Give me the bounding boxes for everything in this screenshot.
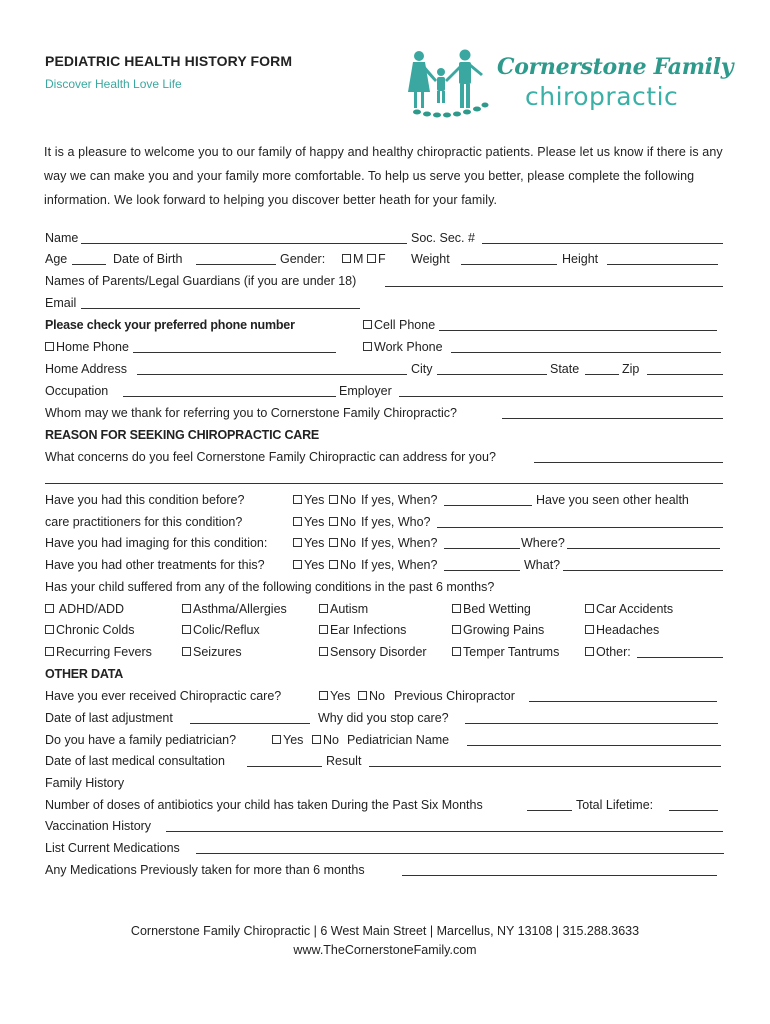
prev-meds-field[interactable] bbox=[402, 875, 717, 876]
gender-m-checkbox[interactable] bbox=[342, 254, 351, 263]
before-no-label: No bbox=[340, 493, 356, 507]
before-when-field[interactable] bbox=[444, 505, 532, 506]
row-last-adjustment bbox=[45, 708, 735, 728]
email-label: Email bbox=[45, 296, 77, 310]
condition-checkbox[interactable] bbox=[452, 604, 461, 613]
condition-label: Growing Pains bbox=[463, 623, 545, 637]
condition-label: ADHD/ADD bbox=[58, 602, 125, 616]
imaging-no-label: No bbox=[340, 536, 356, 550]
referral-label: Whom may we thank for referring you to Cornerstone Family Chiropractic? bbox=[45, 406, 457, 420]
condition-checkbox[interactable] bbox=[182, 604, 191, 613]
treat-what-label: What? bbox=[524, 558, 561, 572]
occupation-field[interactable] bbox=[123, 396, 336, 397]
work-phone-label: Work Phone bbox=[374, 340, 443, 354]
pediatrician-label: Do you have a family pediatrician? bbox=[45, 733, 237, 747]
ped-yes-checkbox[interactable] bbox=[272, 735, 281, 744]
email-field[interactable] bbox=[81, 308, 360, 309]
condition-checkbox[interactable] bbox=[45, 647, 54, 656]
medications-field[interactable] bbox=[196, 853, 724, 854]
condition-label: Seizures bbox=[193, 645, 242, 659]
weight-label: Weight bbox=[411, 252, 450, 266]
ssn-field[interactable] bbox=[482, 243, 723, 244]
concerns-label: What concerns do you feel Cornerstone Family Chiropractic can address for you? bbox=[45, 450, 496, 464]
treat-no-label: No bbox=[340, 558, 356, 572]
condition-label: Autism bbox=[330, 602, 369, 616]
reason-heading: REASON FOR SEEKING CHIROPRACTIC CARE bbox=[45, 428, 320, 442]
prev-chiro-field[interactable] bbox=[529, 701, 717, 702]
condition-checkbox[interactable] bbox=[585, 625, 594, 634]
row-email bbox=[45, 293, 735, 313]
conditions-row-1 bbox=[45, 599, 735, 619]
ped-name-field[interactable] bbox=[467, 745, 721, 746]
cell-phone-label: Cell Phone bbox=[374, 318, 436, 332]
state-label: State bbox=[550, 362, 580, 376]
last-consult-label: Date of last medical consultation bbox=[45, 754, 225, 768]
row-last-consult bbox=[45, 751, 735, 771]
condition-checkbox[interactable] bbox=[452, 625, 461, 634]
received-no-checkbox[interactable] bbox=[358, 691, 367, 700]
before-yes-checkbox[interactable] bbox=[293, 495, 302, 504]
gender-m-label: M bbox=[353, 252, 364, 266]
other-condition-field[interactable] bbox=[637, 657, 723, 658]
received-yes-checkbox[interactable] bbox=[319, 691, 328, 700]
imaging-where-field[interactable] bbox=[567, 548, 720, 549]
condition-label: Ear Infections bbox=[330, 623, 407, 637]
city-label: City bbox=[411, 362, 433, 376]
row-pediatrician bbox=[45, 730, 735, 750]
treat-yes-label: Yes bbox=[304, 558, 325, 572]
tagline: Discover Health Love Life bbox=[45, 77, 182, 91]
pract-who-field[interactable] bbox=[437, 527, 723, 528]
last-adj-field[interactable] bbox=[190, 723, 310, 724]
row-reason-heading bbox=[45, 425, 735, 445]
lifetime-label: Total Lifetime: bbox=[576, 798, 654, 812]
condition-checkbox[interactable] bbox=[585, 647, 594, 656]
row-referral bbox=[45, 403, 735, 423]
row-age bbox=[45, 249, 735, 269]
result-label: Result bbox=[326, 754, 362, 768]
condition-checkbox[interactable] bbox=[319, 647, 328, 656]
row-prev-meds bbox=[45, 860, 735, 880]
employer-label: Employer bbox=[339, 384, 392, 398]
height-label: Height bbox=[562, 252, 599, 266]
imaging-when-label: If yes, When? bbox=[361, 536, 438, 550]
condition-checkbox[interactable] bbox=[45, 604, 54, 613]
row-name bbox=[45, 228, 735, 248]
condition-label: Colic/Reflux bbox=[193, 623, 260, 637]
cell-phone-field[interactable] bbox=[439, 330, 717, 331]
last-consult-field[interactable] bbox=[247, 766, 322, 767]
care-pract-label: care practitioners for this condition? bbox=[45, 515, 243, 529]
condition-label: Sensory Disorder bbox=[330, 645, 427, 659]
name-field[interactable] bbox=[81, 243, 407, 244]
condition-label: Recurring Fevers bbox=[56, 645, 152, 659]
conditions-row-3 bbox=[45, 642, 735, 662]
dob-field[interactable] bbox=[196, 264, 276, 265]
zip-field[interactable] bbox=[647, 374, 723, 375]
work-phone-field[interactable] bbox=[451, 352, 721, 353]
imaging-no-checkbox[interactable] bbox=[329, 538, 338, 547]
condition-label: Headaches bbox=[596, 623, 660, 637]
ped-no-checkbox[interactable] bbox=[312, 735, 321, 744]
medications-label: List Current Medications bbox=[45, 841, 180, 855]
row-care-practitioners bbox=[45, 512, 735, 532]
city-field[interactable] bbox=[437, 374, 547, 375]
received-label: Have you ever received Chiropractic care? bbox=[45, 689, 282, 703]
why-stop-field[interactable] bbox=[465, 723, 718, 724]
condition-checkbox[interactable] bbox=[319, 604, 328, 613]
gender-f-checkbox[interactable] bbox=[367, 254, 376, 263]
intro-paragraph: It is a pleasure to welcome you to our family of happy and healthy chiropractic patients. Please let us know if there is any way we can make you and your family more comfortable. To help us serve you better, please complete the following information. We look forward to helping you discover better heath for your family. bbox=[44, 145, 723, 207]
pract-no-label: No bbox=[340, 515, 356, 529]
row-concerns-2 bbox=[45, 468, 735, 488]
gender-f-label: F bbox=[378, 252, 386, 266]
row-phones bbox=[45, 337, 735, 357]
row-vaccination bbox=[45, 816, 735, 836]
ped-no-label: No bbox=[323, 733, 339, 747]
age-field[interactable] bbox=[72, 264, 106, 265]
pract-who-label: If yes, Who? bbox=[361, 515, 431, 529]
address-label: Home Address bbox=[45, 362, 127, 376]
weight-field[interactable] bbox=[461, 264, 557, 265]
phone-heading: Please check your preferred phone number bbox=[45, 318, 295, 332]
condition-label: Bed Wetting bbox=[463, 602, 531, 616]
logo-subname: chiropractic bbox=[525, 82, 679, 111]
row-concerns bbox=[45, 447, 735, 467]
height-field[interactable] bbox=[607, 264, 718, 265]
ssn-label: Soc. Sec. # bbox=[411, 231, 475, 245]
ped-yes-label: Yes bbox=[283, 733, 304, 747]
treat-what-field[interactable] bbox=[563, 570, 723, 571]
row-imaging bbox=[45, 533, 735, 553]
imaging-yes-checkbox[interactable] bbox=[293, 538, 302, 547]
condition-label: Temper Tantrums bbox=[463, 645, 560, 659]
treat-yes-checkbox[interactable] bbox=[293, 560, 302, 569]
row-guardians bbox=[45, 271, 735, 291]
concerns-field[interactable] bbox=[534, 462, 723, 463]
logo-name: Cornerstone Family bbox=[497, 54, 734, 80]
conditions-row-2 bbox=[45, 620, 735, 640]
state-field[interactable] bbox=[585, 374, 619, 375]
condition-checkbox[interactable] bbox=[182, 647, 191, 656]
condition-label: Car Accidents bbox=[596, 602, 674, 616]
row-condition-before bbox=[45, 490, 735, 510]
antibiotics-field[interactable] bbox=[527, 810, 572, 811]
received-yes-label: Yes bbox=[330, 689, 351, 703]
pract-yes-checkbox[interactable] bbox=[293, 517, 302, 526]
row-suffered bbox=[45, 577, 735, 597]
other-treat-label: Have you had other treatments for this? bbox=[45, 558, 265, 572]
vaccination-field[interactable] bbox=[166, 831, 723, 832]
condition-checkbox[interactable] bbox=[319, 625, 328, 634]
address-field[interactable] bbox=[137, 374, 407, 375]
row-other-treatments bbox=[45, 555, 735, 575]
imaging-label: Have you had imaging for this condition: bbox=[45, 536, 268, 550]
row-antibiotics bbox=[45, 795, 735, 815]
cell-phone-checkbox[interactable] bbox=[363, 320, 372, 329]
before-yes-label: Yes bbox=[304, 493, 325, 507]
work-phone-checkbox[interactable] bbox=[363, 342, 372, 351]
condition-label: Other: bbox=[596, 645, 631, 659]
antibiotics-label: Number of doses of antibiotics your child has taken During the Past Six Months bbox=[45, 798, 483, 812]
condition-checkbox[interactable] bbox=[45, 625, 54, 634]
result-field[interactable] bbox=[369, 766, 721, 767]
lifetime-field[interactable] bbox=[669, 810, 718, 811]
pract-yes-label: Yes bbox=[304, 515, 325, 529]
treat-when-label: If yes, When? bbox=[361, 558, 438, 572]
concerns-field-line2[interactable] bbox=[45, 483, 723, 484]
occupation-label: Occupation bbox=[45, 384, 109, 398]
before-no-checkbox[interactable] bbox=[329, 495, 338, 504]
employer-field[interactable] bbox=[399, 396, 723, 397]
before-when-label: If yes, When? bbox=[361, 493, 438, 507]
suffered-label: Has your child suffered from any of the following conditions in the past 6 months? bbox=[45, 580, 495, 594]
imaging-where-label: Where? bbox=[521, 536, 565, 550]
guardians-field[interactable] bbox=[385, 286, 723, 287]
row-medications bbox=[45, 838, 735, 858]
row-address bbox=[45, 359, 735, 379]
row-received bbox=[45, 686, 735, 706]
row-family-history bbox=[45, 773, 735, 793]
seen-other-label: Have you seen other health bbox=[536, 493, 689, 507]
prev-chiro-label: Previous Chiropractor bbox=[394, 689, 515, 703]
home-phone-label: Home Phone bbox=[56, 340, 129, 354]
treat-no-checkbox[interactable] bbox=[329, 560, 338, 569]
condition-checkbox[interactable] bbox=[182, 625, 191, 634]
condition-checkbox[interactable] bbox=[585, 604, 594, 613]
row-other-heading bbox=[45, 664, 735, 684]
imaging-yes-label: Yes bbox=[304, 536, 325, 550]
footer-address: Cornerstone Family Chiropractic | 6 West Main Street | Marcellus, NY 13108 | 315.288.3633 bbox=[130, 924, 640, 938]
name-label: Name bbox=[45, 231, 79, 245]
home-phone-checkbox[interactable] bbox=[45, 342, 54, 351]
form-title: PEDIATRIC HEALTH HISTORY FORM bbox=[45, 53, 293, 69]
received-no-label: No bbox=[369, 689, 385, 703]
imaging-when-field[interactable] bbox=[444, 548, 520, 549]
condition-label: Asthma/Allergies bbox=[193, 602, 287, 616]
dob-label: Date of Birth bbox=[113, 252, 183, 266]
why-stop-label: Why did you stop care? bbox=[318, 711, 449, 725]
condition-label: Chronic Colds bbox=[56, 623, 135, 637]
vaccination-label: Vaccination History bbox=[45, 819, 152, 833]
ped-name-label: Pediatrician Name bbox=[347, 733, 450, 747]
before-label: Have you had this condition before? bbox=[45, 493, 245, 507]
prev-meds-label: Any Medications Previously taken for more than 6 months bbox=[45, 863, 365, 877]
footer-website[interactable]: www.TheCornerstoneFamily.com bbox=[293, 943, 477, 957]
row-phone-heading bbox=[45, 315, 735, 335]
guardians-label: Names of Parents/Legal Guardians (if you are under 18) bbox=[45, 274, 357, 288]
zip-label: Zip bbox=[622, 362, 640, 376]
age-label: Age bbox=[45, 252, 68, 266]
other-data-heading: OTHER DATA bbox=[45, 667, 124, 681]
row-occupation bbox=[45, 381, 735, 401]
family-history-label: Family History bbox=[45, 776, 125, 790]
gender-label: Gender: bbox=[280, 252, 326, 266]
last-adj-label: Date of last adjustment bbox=[45, 711, 173, 725]
pract-no-checkbox[interactable] bbox=[329, 517, 338, 526]
condition-checkbox[interactable] bbox=[452, 647, 461, 656]
referral-field[interactable] bbox=[502, 418, 723, 419]
home-phone-field[interactable] bbox=[133, 352, 336, 353]
treat-when-field[interactable] bbox=[444, 570, 520, 571]
